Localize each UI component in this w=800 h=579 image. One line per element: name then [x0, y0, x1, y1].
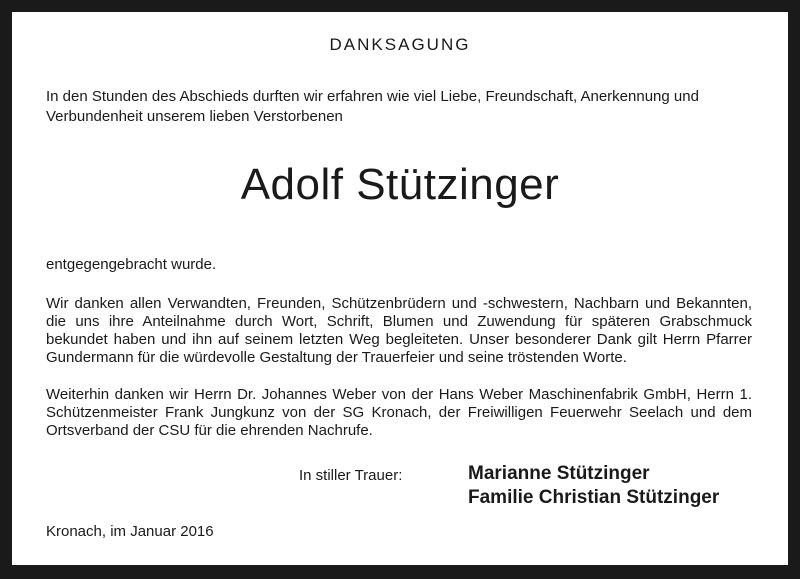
- deceased-name: Adolf Stützinger: [240, 160, 560, 209]
- thanks-paragraph-2: Weiterhin danken wir Herrn Dr. Johannes Weber von der Hans Weber Maschinenfabrik GmbH, Herrn 1. Schützenmeister Frank Jungkunz von der SG Kronach, der Freiwilligen Feuerwehr Seelach und dem Ortsverband der CSU für die ehrenden Nachrufe.: [46, 386, 752, 439]
- signer-name: Familie Christian Stützinger: [468, 487, 720, 508]
- signer-name: Marianne Stützinger: [468, 463, 650, 484]
- after-name-text: entgegengebracht wurde.: [46, 256, 217, 273]
- mourning-label: In stiller Trauer:: [299, 467, 403, 484]
- intro-text: In den Stunden des Abschieds durften wir erfahren wie viel Liebe, Freundschaft, Anerkennung und Verbundenheit unserem lieben Verstorbenen: [46, 88, 699, 125]
- thanks-paragraph-1: Wir danken allen Verwandten, Freunden, Schützenbrüdern und -schwestern, Nachbarn und Bekannten, die uns ihre Anteilnahme durch Wort, Schrift, Blumen und Zuwendung für späteren Grabschmuck bekundet haben und ihn auf seinem letzten Weg begleiteten. Unser besonderer Dank gilt Herrn Pfarrer Gundermann für die würdevolle Gestaltung der Trauerfeier und seine tröstenden Worte.: [46, 295, 752, 366]
- obituary-notice: [12, 12, 788, 565]
- place-date: Kronach, im Januar 2016: [46, 523, 214, 540]
- signers-block: [468, 462, 719, 510]
- notice-heading: DANKSAGUNG: [329, 35, 471, 54]
